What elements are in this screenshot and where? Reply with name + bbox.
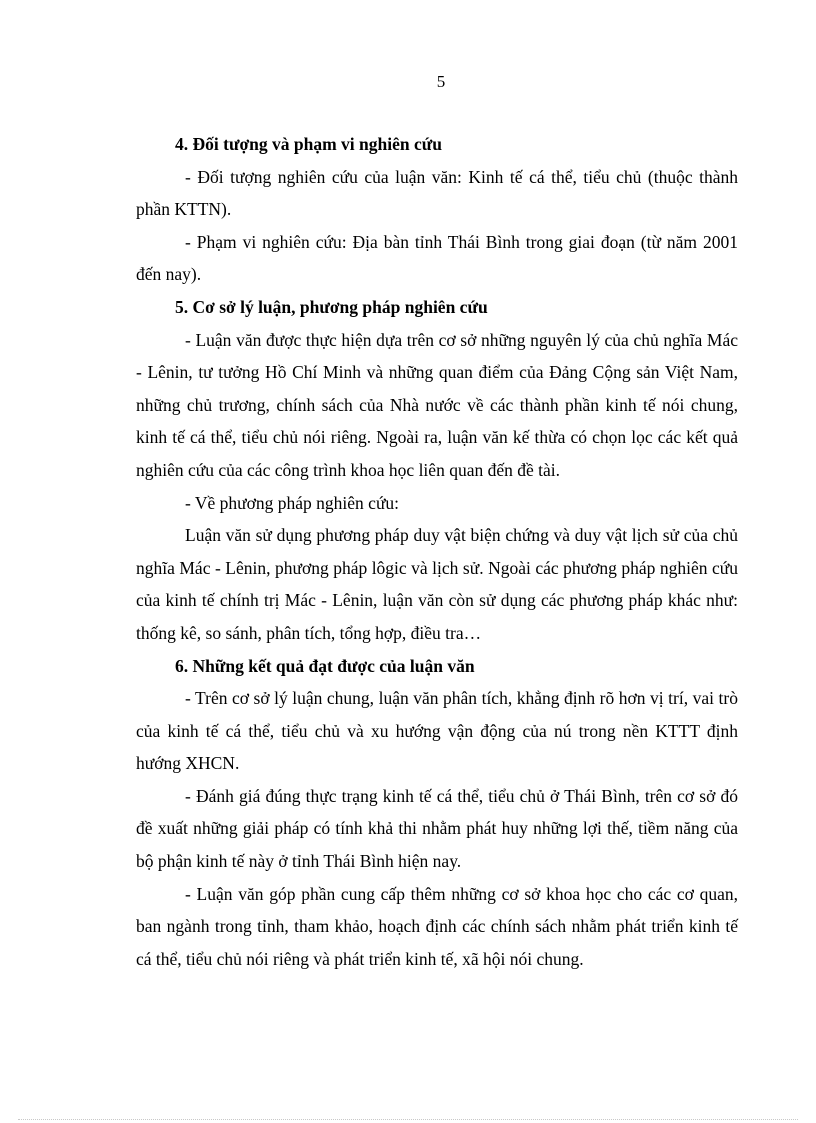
section-heading: 5. Cơ sở lý luận, phương pháp nghiên cứu <box>175 296 488 317</box>
paragraph: - Phạm vi nghiên cứu: Địa bàn tỉnh Thái Bình trong giai đoạn (từ năm 2001 đến nay). <box>136 231 738 285</box>
page-number: 5 <box>436 72 446 91</box>
page-bottom-divider <box>18 1119 798 1120</box>
paragraph: - Đối tượng nghiên cứu của luận văn: Kinh tế cá thể, tiểu chủ (thuộc thành phần KTTN). <box>136 166 738 220</box>
document-body <box>136 128 738 975</box>
paragraph: Luận văn sử dụng phương pháp duy vật biện chứng và duy vật lịch sử của chủ nghĩa Mác - Lênin, phương pháp lôgic và lịch sử. Ngoài các phương pháp nghiên cứu của kinh tế chính trị Mác - Lênin, luận văn còn sử dụng các phương pháp khác như: thống kê, so sánh, phân tích, tổng hợp, điều tra… <box>136 525 738 643</box>
paragraph: - Luận văn góp phần cung cấp thêm những cơ sở khoa học cho các cơ quan, ban ngành trong tỉnh, tham khảo, hoạch định các chính sách nhằm phát triển kinh tế cá thể, tiểu chủ nói riêng và phát triển kinh tế, xã hội nói chung. <box>136 883 738 969</box>
paragraph: - Đánh giá đúng thực trạng kinh tế cá thể, tiểu chủ ở Thái Bình, trên cơ sở đó đề xuất những giải pháp có tính khả thi nhằm phát huy những lợi thế, tiềm năng của bộ phận kinh tế này ở tỉnh Thái Bình hiện nay. <box>136 785 738 872</box>
section-research-scope <box>136 128 738 291</box>
section-heading: 6. Những kết quả đạt được của luận văn <box>175 655 475 676</box>
section-results <box>136 650 738 976</box>
section-heading: 4. Đối tượng và phạm vi nghiên cứu <box>175 134 442 154</box>
paragraph: - Luận văn được thực hiện dựa trên cơ sở những nguyên lý của chủ nghĩa Mác - Lênin, tư tưởng Hồ Chí Minh và những quan điểm của Đảng Cộng sản Việt Nam, những chủ trương, chính sách của Nhà nước về các thành phần kinh tế nói chung, kinh tế cá thể, tiểu chủ nói riêng. Ngoài ra, luận văn kế thừa có chọn lọc các kết quả nghiên cứu của các công trình khoa học liên quan đến đề tài. <box>136 329 738 480</box>
section-theory-methods <box>136 291 738 650</box>
paragraph: - Trên cơ sở lý luận chung, luận văn phân tích, khẳng định rõ hơn vị trí, vai trò của kinh tế cá thể, tiểu chủ và xu hướng vận động của nú trong nền KTTT định hướng XHCN. <box>136 688 738 774</box>
paragraph: - Về phương pháp nghiên cứu: <box>185 492 400 513</box>
